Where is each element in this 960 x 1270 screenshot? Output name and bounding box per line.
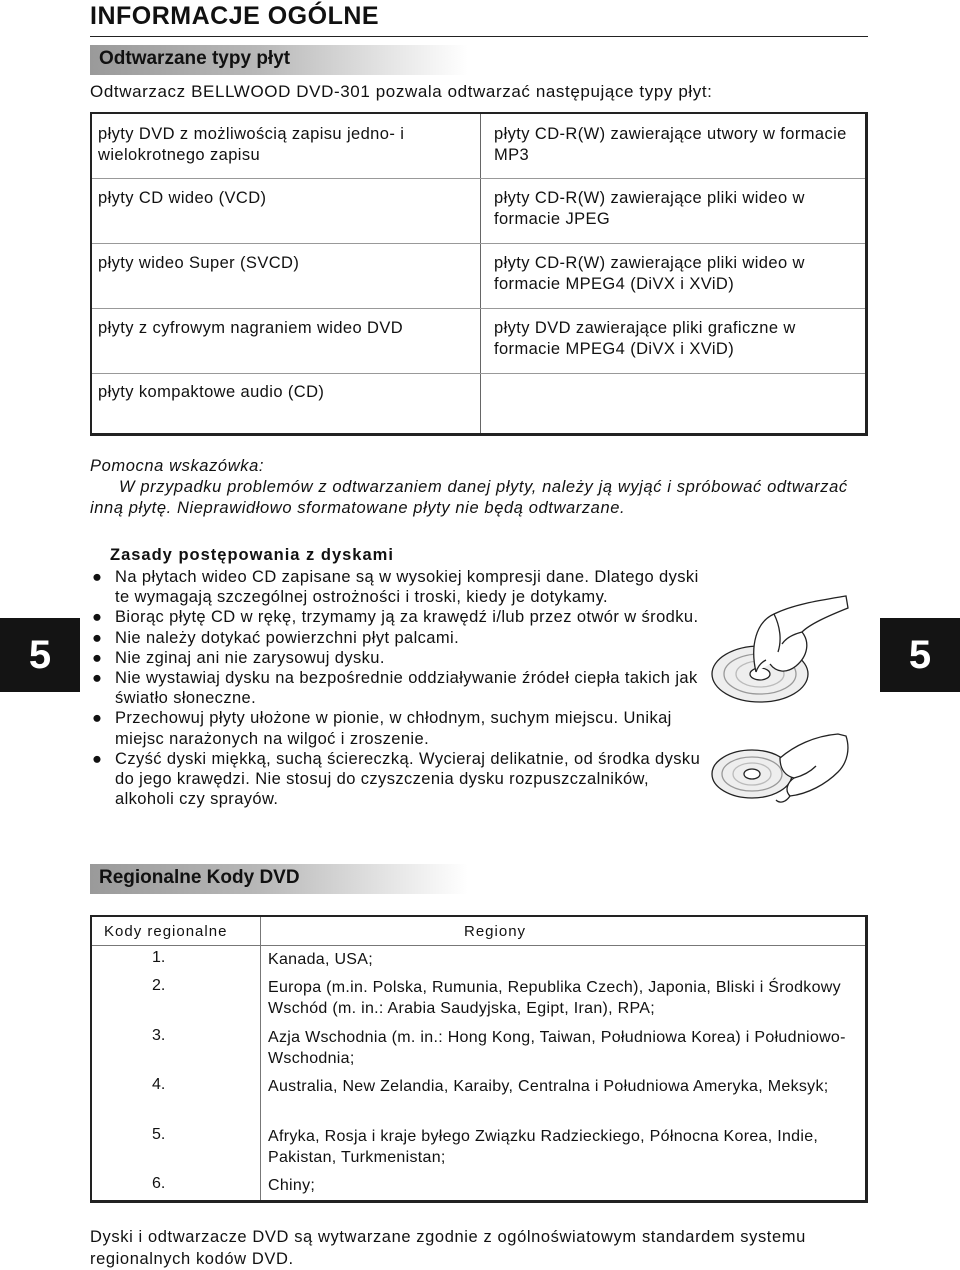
section-heading-disc-types	[90, 45, 468, 75]
page-title: INFORMACJE OGÓLNE	[90, 2, 380, 30]
disc-handling-heading: Zasady postępowania z dyskami	[110, 546, 394, 564]
list-item: ● Nie zginaj ani nie zarysowuj dysku.	[92, 648, 385, 667]
region-code: 1.	[152, 949, 166, 966]
table-cell: płyty z cyfrowym nagraniem wideo DVD	[98, 319, 404, 337]
list-item: ● Na płytach wideo CD zapisane są w wysokiej kompresji dane. Dlatego dyski te wymagają szczególnej ostrożności i troski, kiedy je dotykamy.	[92, 568, 699, 607]
table-header-divider	[92, 945, 865, 946]
table-cell: płyty CD-R(W) zawierające utwory w formacie MP3	[494, 125, 847, 164]
section-heading-label: Regionalne Kody DVD	[99, 867, 300, 888]
region-names: Azja Wschodnia (m. in.: Hong Kong, Taiwan, Południowa Korea) i Południowo-Wschodnia;	[268, 1029, 846, 1067]
disc-held-by-edge-icon	[712, 734, 848, 802]
bullet-icon: ●	[92, 608, 103, 627]
title-rule	[90, 36, 868, 37]
list-item: ● Nie wystawiaj dysku na bezpośrednie oddziaływanie źródeł ciepła takich jak światło słoneczne.	[92, 669, 698, 708]
tip-text: W przypadku problemów z odtwarzaniem danej płyty, należy ją wyjąć i spróbować odtwarzać inną płytę. Nieprawidłowo sformatowane płyty nie będą odtwarzane.	[90, 478, 848, 517]
bullet-icon: ●	[92, 669, 103, 688]
region-names: Europa (m.in. Polska, Rumunia, Republika Czech), Japonia, Bliski i Środkowy Wschód (m. in.: Arabia Saudyjska, Egipt, Iran), RPA;	[268, 979, 841, 1017]
region-names: Afryka, Rosja i kraje byłego Związku Radzieckiego, Północna Korea, Indie, Pakistan, Turkmenistan;	[268, 1128, 819, 1166]
section-heading-label: Odtwarzane typy płyt	[99, 48, 291, 69]
table-cell: płyty DVD z możliwością zapisu jedno- i wielokrotnego zapisu	[98, 125, 405, 164]
table-cell: płyty wideo Super (SVCD)	[98, 254, 300, 272]
region-names: Chiny;	[268, 1177, 316, 1194]
table-cell: płyty DVD zawierające pliki graficzne w formacie MPEG4 (DiVX i XViD)	[494, 319, 796, 358]
row-divider	[92, 373, 865, 374]
region-code: 3.	[152, 1027, 166, 1044]
disc-handling-list	[90, 567, 706, 809]
region-code: 4.	[152, 1076, 166, 1093]
region-names: Australia, New Zelandia, Karaiby, Centralna i Południowa Ameryka, Meksyk;	[268, 1078, 829, 1095]
disc-handling-illustration	[710, 586, 870, 836]
row-divider	[92, 308, 865, 309]
tip-label: Pomocna wskazówka:	[90, 457, 265, 475]
region-code: 6.	[152, 1175, 166, 1192]
column-header-regions: Regiony	[464, 923, 527, 940]
bullet-icon: ●	[92, 628, 103, 647]
region-codes-table	[90, 915, 868, 1203]
table-cell: płyty CD-R(W) zawierające pliki wideo w formacie JPEG	[494, 189, 805, 228]
region-names: Kanada, USA;	[268, 951, 373, 968]
row-divider	[92, 243, 865, 244]
column-header-codes: Kody regionalne	[104, 923, 228, 940]
intro-text: Odtwarzacz BELLWOOD DVD-301 pozwala odtwarzać następujące typy płyt:	[90, 82, 713, 101]
section-heading-region-codes	[90, 864, 468, 894]
list-item: ● Nie należy dotykać powierzchni płyt palcami.	[92, 628, 460, 647]
list-item: ● Przechowuj płyty ułożone w pionie, w chłodnym, suchym miejscu. Unikaj miejsc narażonych na wilgoć i zroszenie.	[92, 709, 672, 748]
list-item: ● Czyść dyski miękką, suchą ściereczką. Wycieraj delikatnie, od środka dysku do jego krawędzi. Nie stosuj do czyszczenia dysku rozpuszczalników, alkoholi czy sprayów.	[92, 749, 701, 809]
bullet-icon: ●	[92, 648, 103, 667]
region-code: 5.	[152, 1126, 166, 1143]
page-number-left: 5	[0, 618, 80, 692]
table-cell: płyty kompaktowe audio (CD)	[98, 383, 325, 401]
footer-text: Dyski i odtwarzacze DVD są wytwarzane zgodnie z ogólnoświatowym standardem systemu regionalnych kodów DVD.	[90, 1228, 806, 1268]
bullet-icon: ●	[92, 749, 103, 768]
region-code: 2.	[152, 977, 166, 994]
page-number-right: 5	[880, 618, 960, 692]
table-divider	[480, 114, 481, 433]
disc-types-table	[90, 112, 868, 436]
list-item: ● Biorąc płytę CD w rękę, trzymamy ją za krawędź i/lub przez otwór w środku.	[92, 608, 699, 627]
bullet-icon: ●	[92, 568, 103, 586]
table-cell: płyty CD-R(W) zawierające pliki wideo w formacie MPEG4 (DiVX i XViD)	[494, 254, 805, 293]
table-divider	[260, 917, 261, 1200]
disc-held-by-center-icon	[712, 596, 848, 702]
bullet-icon: ●	[92, 709, 103, 728]
table-cell: płyty CD wideo (VCD)	[98, 189, 267, 207]
row-divider	[92, 178, 865, 179]
